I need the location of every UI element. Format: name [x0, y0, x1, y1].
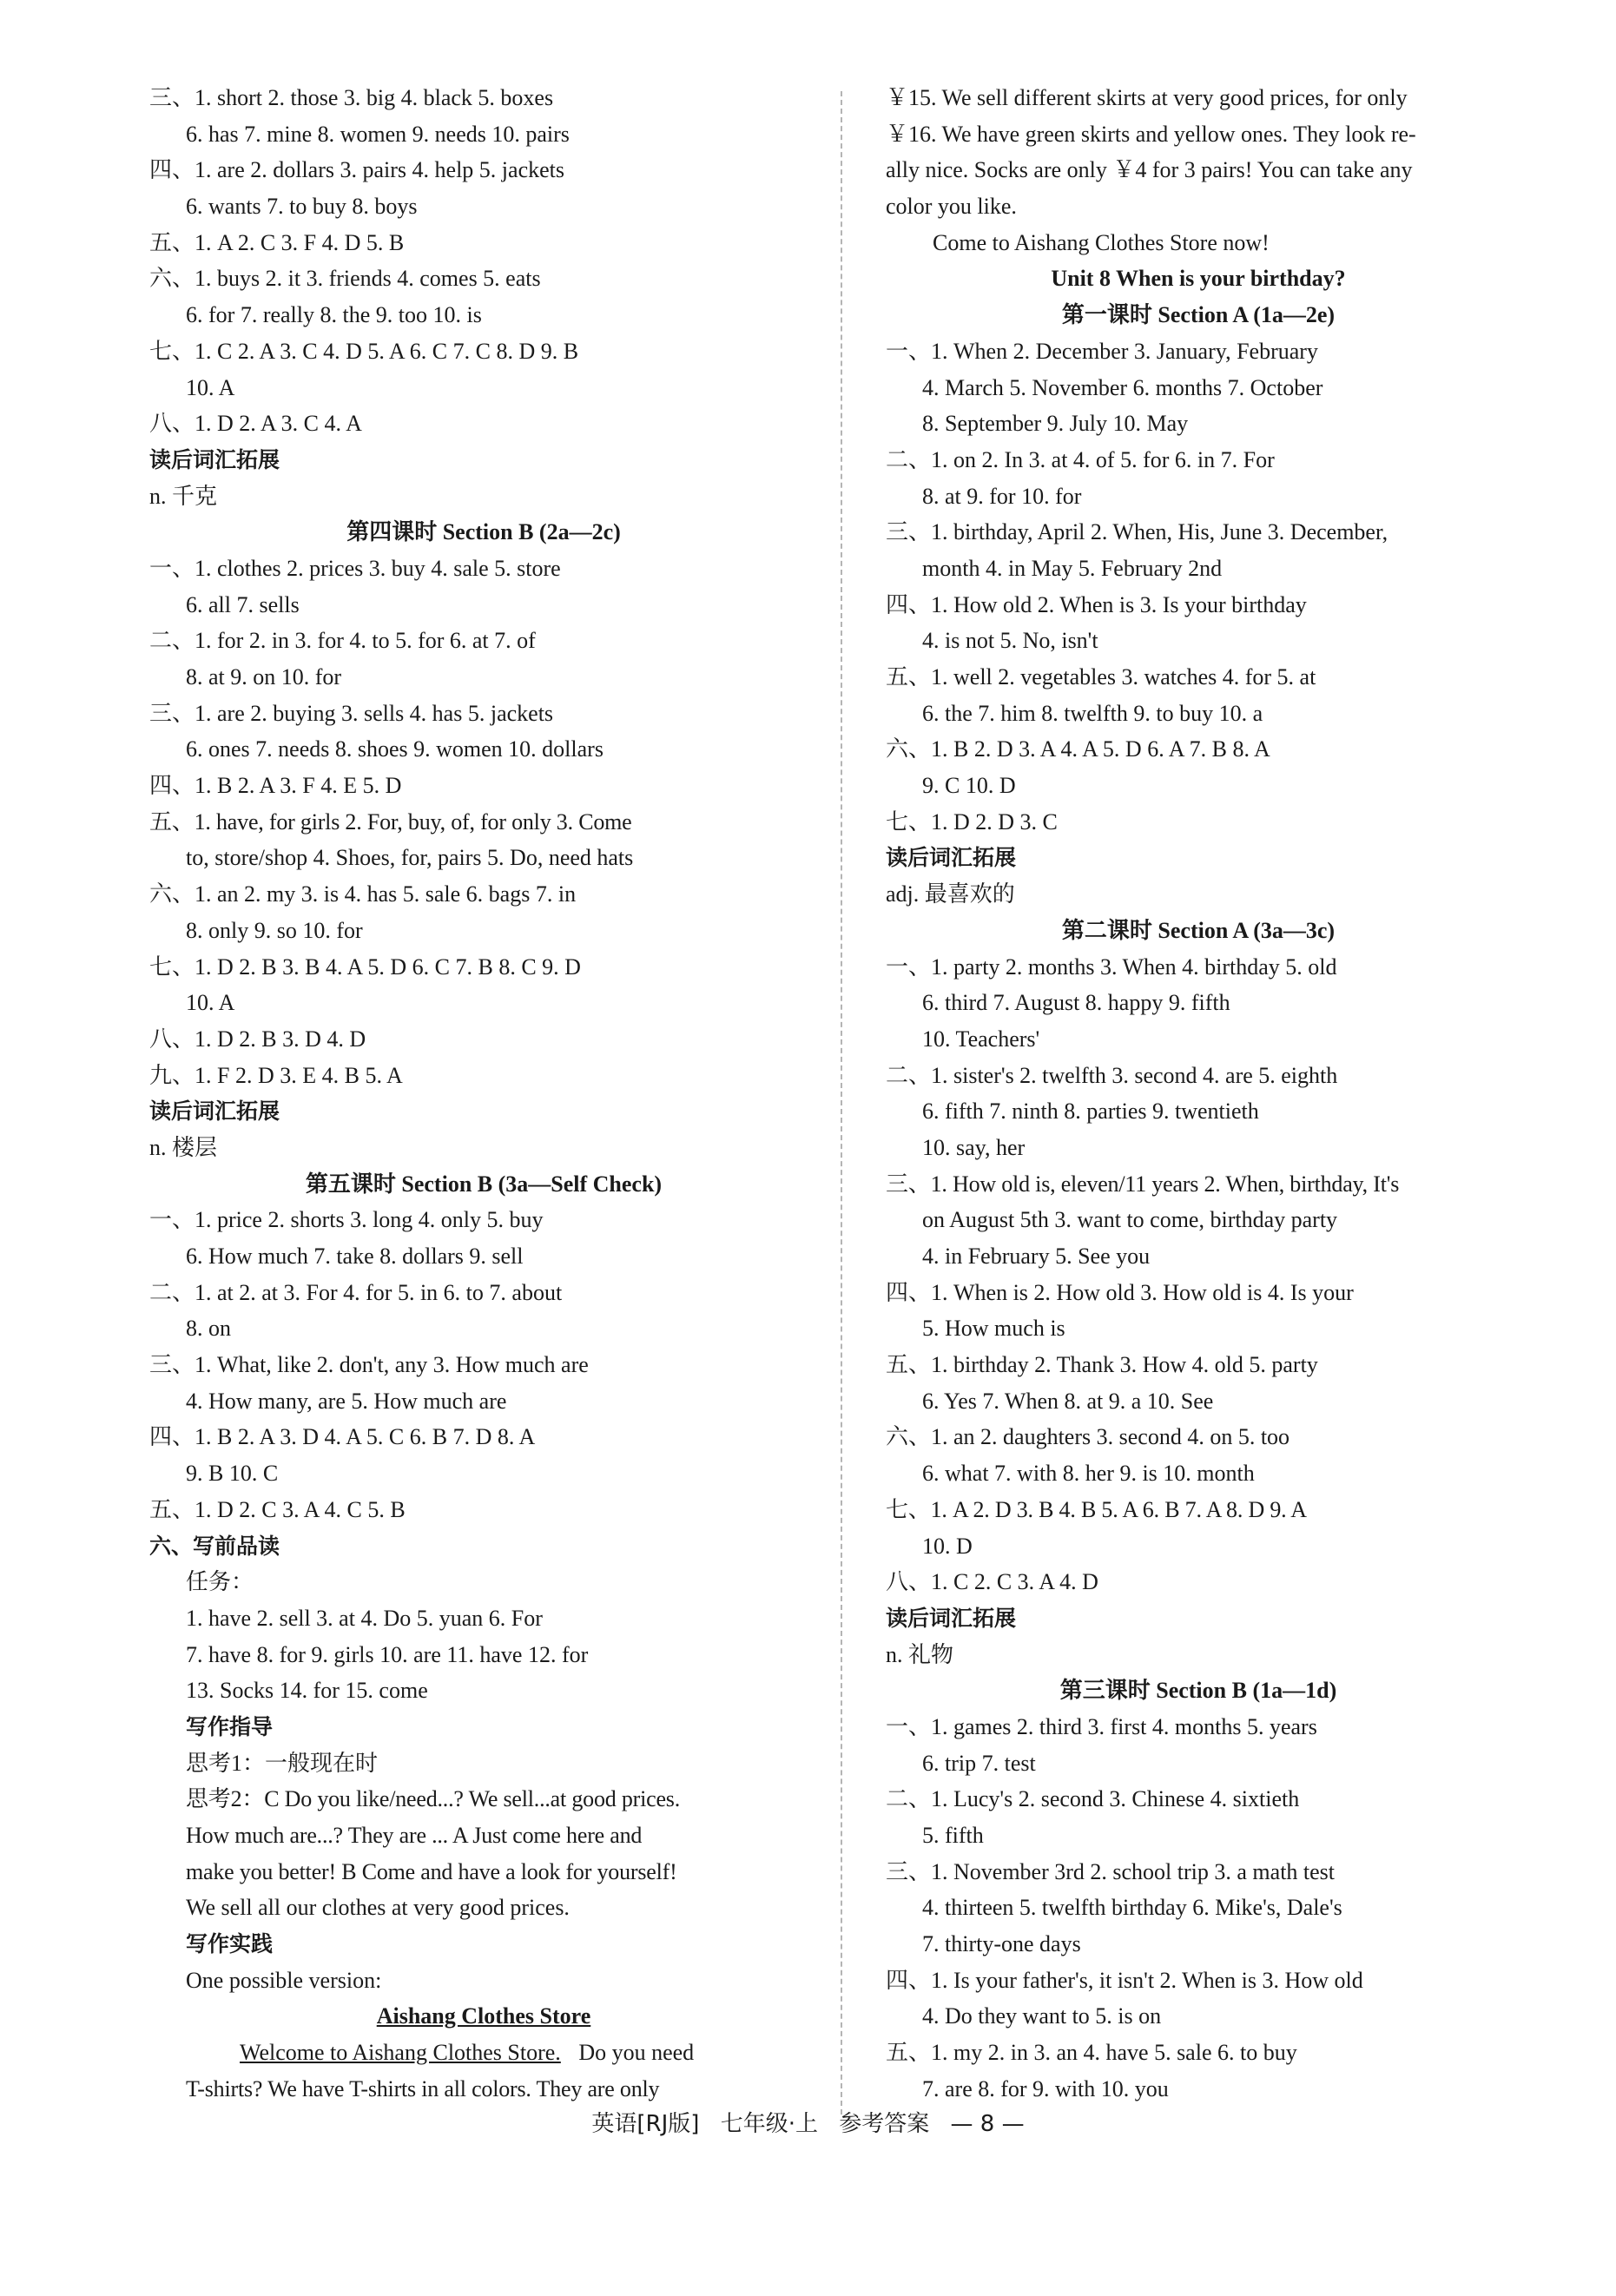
guide-line: We sell all our clothes at very good prices.: [186, 1895, 570, 1921]
answer-line: 一、1. games 2. third 3. first 4. months 5. years: [886, 1713, 1317, 1739]
answer-line: 三、1. birthday, April 2. When, His, June 3. December,: [886, 519, 1388, 545]
answer-line: 10. Teachers': [922, 1026, 1040, 1052]
answer-line: 6. all 7. sells: [186, 591, 300, 617]
version-label: One possible version:: [186, 1967, 382, 1993]
unit-title: Unit 8 When is your birthday?: [1051, 266, 1346, 292]
vocab-heading: 读后词汇拓展: [886, 1605, 1017, 1631]
section-title: 第三课时 Section B (1a—1d): [1059, 1678, 1337, 1704]
answer-line: 五、1. D 2. C 3. A 4. C 5. B: [149, 1496, 406, 1522]
section-title: 第一课时 Section A (1a—2e): [1061, 302, 1336, 328]
answer-line: 二、1. at 2. at 3. For 4. for 5. in 6. to 7. about: [149, 1279, 563, 1305]
answer-line: 6. the 7. him 8. twelfth 9. to buy 10. a: [922, 700, 1263, 726]
answer-line: 1. have 2. sell 3. at 4. Do 5. yuan 6. For: [186, 1605, 543, 1631]
answer-line: 7. have 8. for 9. girls 10. are 11. have 12. for: [186, 1641, 589, 1667]
guide-line: 思考2：C Do you like/need...? We sell...at good prices.: [186, 1786, 681, 1812]
answer-line: 10. A: [186, 374, 235, 400]
answer-line: 四、1. How old 2. When is 3. Is your birthday: [886, 591, 1307, 617]
answer-line: on August 5th 3. want to come, birthday party: [922, 1207, 1338, 1233]
answer-line: 四、1. B 2. A 3. D 4. A 5. C 6. B 7. D 8. A: [149, 1424, 536, 1450]
answer-line: 三、1. short 2. those 3. big 4. black 5. boxes: [149, 85, 554, 110]
answer-line: 六、1. an 2. daughters 3. second 4. on 5. too: [886, 1424, 1290, 1450]
essay-line: ￥15. We sell different skirts at very good prices, for only: [886, 85, 1408, 110]
answer-line: 7. are 8. for 9. with 10. you: [922, 2075, 1169, 2101]
answer-line: 8. on: [186, 1316, 231, 1342]
answer-line: 8. September 9. July 10. May: [922, 411, 1189, 437]
right-column: [886, 80, 1511, 2108]
answer-line: 八、1. D 2. A 3. C 4. A: [149, 411, 362, 437]
answer-line: 八、1. C 2. C 3. A 4. D: [886, 1569, 1098, 1595]
answer-line: 六、1. B 2. D 3. A 4. A 5. D 6. A 7. B 8. A: [886, 736, 1270, 762]
answer-line: 4. is not 5. No, isn't: [922, 628, 1098, 654]
answer-line: 二、1. on 2. In 3. at 4. of 5. for 6. in 7. For: [886, 446, 1275, 472]
answer-line: 五、1. well 2. vegetables 3. watches 4. for 5. at: [886, 664, 1316, 689]
essay-line: ￥16. We have green skirts and yellow ones. They look re-: [886, 121, 1416, 147]
answer-line: 七、1. D 2. D 3. C: [886, 808, 1058, 835]
guide-line: make you better! B Come and have a look for yourself!: [186, 1858, 677, 1884]
answer-line: 6. for 7. really 8. the 9. too 10. is: [186, 302, 482, 328]
footer-label: 参考答案: [839, 2111, 930, 2137]
essay-line: color you like.: [886, 194, 1017, 220]
section-title: 第二课时 Section A (3a—3c): [1061, 917, 1336, 943]
writing-heading: 六、写前品读: [149, 1533, 280, 1559]
vocab-heading: 读后词汇拓展: [149, 1099, 280, 1125]
essay-fragment: Do you need: [578, 2040, 695, 2066]
answer-line: 4. in February 5. See you: [922, 1244, 1151, 1269]
vocab-answer: n. 礼物: [886, 1641, 954, 1667]
answer-line: 五、1. A 2. C 3. F 4. D 5. B: [149, 229, 405, 255]
answer-line: 五、1. have, for girls 2. For, buy, of, for only 3. Come: [149, 808, 632, 835]
answer-line: 七、1. A 2. D 3. B 4. B 5. A 6. B 7. A 8. D 9. A: [886, 1496, 1307, 1522]
answer-line: 6. what 7. with 8. her 9. is 10. month: [922, 1461, 1255, 1487]
answer-line: 一、1. When 2. December 3. January, February: [886, 338, 1318, 364]
answer-line: 8. at 9. on 10. for: [186, 664, 342, 689]
answer-line: 6. trip 7. test: [922, 1750, 1036, 1776]
footer-grade: 七年级·上: [720, 2111, 818, 2137]
answer-line: 三、1. November 3rd 2. school trip 3. a math test: [886, 1858, 1336, 1884]
answer-line: 八、1. D 2. B 3. D 4. D: [149, 1026, 366, 1052]
essay-line: Come to Aishang Clothes Store now!: [933, 229, 1270, 255]
answer-line: 二、1. Lucy's 2. second 3. Chinese 4. sixtieth: [886, 1786, 1300, 1812]
answer-line: 6. wants 7. to buy 8. boys: [186, 194, 418, 220]
essay-line: T-shirts? We have T-shirts in all colors. They are only: [186, 2075, 660, 2101]
task-label: 任务：: [186, 1569, 254, 1595]
answer-line: to, store/shop 4. Shoes, for, pairs 5. Do, need hats: [186, 845, 634, 871]
answer-line: 4. How many, are 5. How much are: [186, 1388, 507, 1414]
answer-line: 5. fifth: [922, 1823, 984, 1848]
page-number: — 8 —: [950, 2111, 1025, 2137]
answer-line: 七、1. C 2. A 3. C 4. D 5. A 6. C 7. C 8. D 9. B: [149, 338, 579, 364]
vocab-heading: 读后词汇拓展: [149, 446, 280, 472]
answer-line: 4. thirteen 5. twelfth birthday 6. Mike's, Dale's: [922, 1895, 1342, 1921]
page-footer: [0, 2106, 1616, 2138]
answer-line: 4. March 5. November 6. months 7. October: [922, 374, 1323, 400]
answer-line: 一、1. price 2. shorts 3. long 4. only 5. buy: [149, 1207, 544, 1233]
answer-line: 七、1. D 2. B 3. B 4. A 5. D 6. C 7. B 8. C 9. D: [149, 953, 581, 980]
section-title: 第四课时 Section B (2a—2c): [346, 519, 621, 545]
guide-line: How much are...? They are ... A Just come here and: [186, 1823, 643, 1848]
answer-line: 6. ones 7. needs 8. shoes 9. women 10. dollars: [186, 736, 604, 762]
left-column: [149, 80, 818, 2108]
answer-line: 13. Socks 14. for 15. come: [186, 1678, 428, 1704]
vocab-answer: n. 楼层: [149, 1134, 218, 1160]
answer-line: month 4. in May 5. February 2nd: [922, 555, 1223, 581]
writing-practice-heading: 写作实践: [186, 1931, 274, 1957]
essay-underlined-sentence: Welcome to Aishang Clothes Store.: [240, 2040, 561, 2066]
answer-line: 10. say, her: [922, 1134, 1026, 1160]
answer-line: 8. at 9. for 10. for: [922, 483, 1082, 509]
answer-line: 二、1. for 2. in 3. for 4. to 5. for 6. at 7. of: [149, 628, 536, 654]
answer-line: 五、1. birthday 2. Thank 3. How 4. old 5. party: [886, 1352, 1318, 1378]
answer-line: 10. D: [922, 1533, 973, 1559]
answer-line: 5. How much is: [922, 1316, 1065, 1342]
answer-line: 三、1. are 2. buying 3. sells 4. has 5. jackets: [149, 700, 554, 726]
answer-line: 6. How much 7. take 8. dollars 9. sell: [186, 1244, 524, 1269]
answer-line: 五、1. my 2. in 3. an 4. have 5. sale 6. to buy: [886, 2040, 1297, 2066]
answer-line: 一、1. clothes 2. prices 3. buy 4. sale 5. store: [149, 555, 561, 581]
essay-title: Aishang Clothes Store: [376, 2003, 591, 2029]
answer-line: 二、1. sister's 2. twelfth 3. second 4. are 5. eighth: [886, 1062, 1338, 1088]
answer-line: 三、1. What, like 2. don't, any 3. How much are: [149, 1352, 589, 1378]
answer-line: 一、1. party 2. months 3. When 4. birthday 5. old: [886, 953, 1337, 980]
writing-guide-heading: 写作指导: [186, 1713, 274, 1739]
answer-line: 三、1. How old is, eleven/11 years 2. When, birthday, It's: [886, 1171, 1400, 1197]
column-divider: [841, 91, 842, 2115]
vocab-heading: 读后词汇拓展: [886, 845, 1017, 871]
answer-line: 四、1. When is 2. How old 3. How old is 4. Is your: [886, 1279, 1354, 1305]
answer-line: 8. only 9. so 10. for: [186, 917, 363, 943]
answer-line: 六、1. an 2. my 3. is 4. has 5. sale 6. bags 7. in: [149, 881, 577, 907]
essay-line: ally nice. Socks are only ￥4 for 3 pairs! You can take any: [886, 157, 1413, 183]
answer-line: 9. B 10. C: [186, 1461, 279, 1487]
answer-line: 九、1. F 2. D 3. E 4. B 5. A: [149, 1062, 403, 1088]
footer-subject: 英语[RJ版]: [591, 2111, 700, 2137]
answer-line: 9. C 10. D: [922, 773, 1016, 799]
answer-line: 4. Do they want to 5. is on: [922, 2003, 1162, 2029]
guide-line: 思考1：一般现在时: [186, 1750, 379, 1776]
answer-line: 7. thirty-one days: [922, 1931, 1081, 1957]
essay-line: [149, 2035, 818, 2071]
answer-line: 四、1. Is your father's, it isn't 2. When is 3. How old: [886, 1967, 1363, 1993]
answer-line: 6. third 7. August 8. happy 9. fifth: [922, 990, 1230, 1016]
answer-line: 10. A: [186, 990, 235, 1016]
answer-line: 6. Yes 7. When 8. at 9. a 10. See: [922, 1388, 1214, 1414]
vocab-answer: adj. 最喜欢的: [886, 881, 1015, 907]
answer-line: 6. has 7. mine 8. women 9. needs 10. pairs: [186, 121, 570, 147]
answer-line: 四、1. B 2. A 3. F 4. E 5. D: [149, 773, 402, 799]
answer-line: 四、1. are 2. dollars 3. pairs 4. help 5. jackets: [149, 157, 564, 183]
section-title: 第五课时 Section B (3a—Self Check): [305, 1171, 663, 1197]
answer-line: 六、1. buys 2. it 3. friends 4. comes 5. eats: [149, 266, 541, 292]
answer-line: 6. fifth 7. ninth 8. parties 9. twentieth: [922, 1099, 1259, 1125]
vocab-answer: n. 千克: [149, 483, 218, 509]
